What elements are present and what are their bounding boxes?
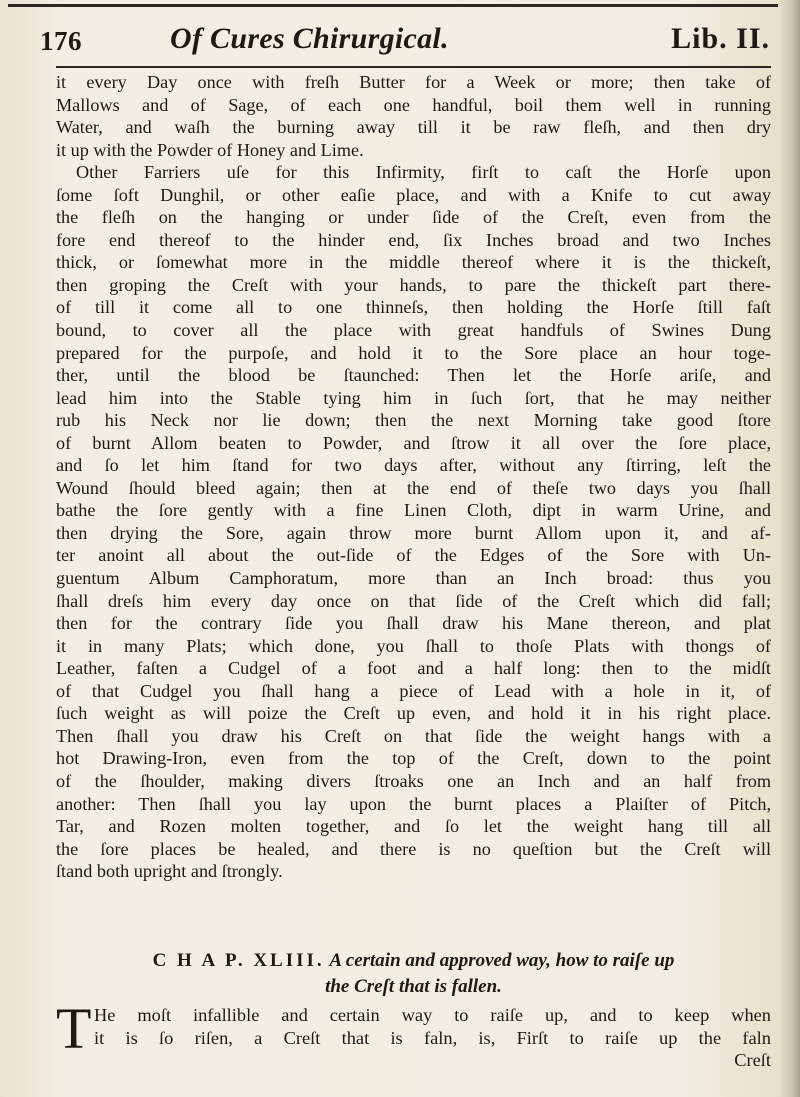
chapter-title-part-2: the Creſt that is fallen. [325, 976, 502, 997]
text-line: it up with the Powder of Honey and Lime. [56, 139, 364, 160]
text-line: and ſo let him ſtand for two days after, without any ſtirring, leſt the [56, 455, 771, 476]
text-line: Other Farriers uſe for this Infirmity, firſt to caſt the Horſe upon [76, 162, 771, 183]
text-line: ſome ſoft Dunghil, or other eaſie place, and with a Knife to cut away [56, 184, 771, 205]
text-line: Then ſhall you draw his Creſt on that ſide the weight hangs with a [56, 725, 771, 746]
text-line: then groping the Creſt with your hands, to pare the thickeſt part there- [56, 274, 771, 295]
text-line: Water, and waſh the burning away till it be raw fleſh, and then dry [56, 117, 771, 138]
text-line: another: Then ſhall you lay upon the burnt places a Plaiſter of Pitch, [56, 793, 771, 814]
text-line: Wound ſhould bleed again; then at the end of theſe two days you ſhall [56, 477, 771, 498]
text-line: He moſt infallible and certain way to raiſe up, and to keep when [94, 1005, 771, 1025]
text-line: rub his Neck nor lie down; then the next Morning take good ſtore [56, 410, 771, 431]
top-rule [8, 4, 778, 7]
text-line: the fleſh on the hanging or under ſide of the Creſt, even from the [56, 207, 771, 228]
text-line: thick, or ſomewhat more in the middle thereof where it is the thickeſt, [56, 252, 771, 273]
text-line: it in many Plats; which done, you ſhall to thoſe Plats with thongs of [56, 635, 771, 656]
text-line: Leather, faſten a Cudgel of a foot and a half long: then to the midſt [56, 658, 771, 679]
header-rule [56, 66, 771, 68]
text-line: then drying the Sore, again throw more burnt Allom upon it, and af- [56, 522, 771, 543]
running-header [40, 14, 770, 66]
text-line: prepared for the purpoſe, and hold it to the Sore place an hour toge- [56, 342, 771, 363]
text-line: lead him into the Stable tying him in ſuch ſort, that he may neither [56, 387, 771, 408]
chapter-heading [56, 948, 771, 1000]
text-line: it is ſo riſen, a Creſt that is faln, is, Firſt to raiſe up the faln [94, 1027, 771, 1048]
chapter-body [56, 996, 771, 1072]
text-line: ſhall dreſs him every day once on that ſide of the Creſt which did fall; [56, 590, 771, 611]
chapter-label: C H A P. XLIII. [152, 950, 325, 971]
text-line: it every Day once with freſh Butter for a Week or more; then take of [56, 72, 771, 92]
page-edge-shadow [778, 0, 800, 1097]
chapter-heading-line-1 [56, 948, 771, 974]
chapter-heading-line-2 [56, 974, 771, 1000]
text-line: ther, until the blood be ſtaunched: Then let the Horſe ariſe, and [56, 365, 771, 386]
text-line: bathe the ſore gently with a fine Linen Cloth, dipt in warm Urine, and [56, 500, 771, 521]
text-line: of that Cudgel you ſhall hang a piece of Lead with a hole in it, of [56, 680, 771, 701]
book-label: Lib. II. [671, 22, 770, 55]
text-line: of burnt Allom beaten to Powder, and ſtrow it all over the ſore place, [56, 432, 771, 453]
text-line: ter anoint all about the out-ſide of the Edges of the Sore with Un- [56, 545, 771, 566]
text-line: ſtand both upright and ſtrongly. [56, 861, 283, 882]
text-line: the ſore places be healed, and there is no queſtion but the Creſt will [56, 838, 771, 859]
text-line: Tar, and Rozen molten together, and ſo let the weight hang till all [56, 816, 771, 837]
text-line: then for the contrary ſide you ſhall draw his Mane thereon, and plat [56, 613, 771, 634]
text-line: ſuch weight as will poize the Creſt up even, and hold it in his right place. [56, 703, 771, 724]
drop-cap: T [56, 996, 92, 1061]
text-line: hot Drawing-Iron, even from the top of the Creſt, down to the point [56, 748, 771, 769]
catchword: Creſt [734, 1050, 771, 1071]
running-title: Of Cures Chirurgical. [170, 22, 449, 55]
text-line: Mallows and of Sage, of each one handful, boil them well in running [56, 94, 771, 115]
body-text [56, 71, 771, 883]
text-line: guentum Album Camphoratum, more than an Inch broad: thus you [56, 568, 771, 589]
text-line: of the ſhoulder, making divers ſtroaks one an Inch and an half from [56, 770, 771, 791]
text-line: of till it come all to one thinneſs, then holding the Horſe ſtill faſt [56, 297, 771, 318]
page-number: 176 [40, 26, 82, 56]
chapter-title-part-1: A certain and approved way, how to raiſe up [329, 950, 675, 971]
text-line: bound, to cover all the place with great handfuls of Swines Dung [56, 320, 771, 341]
text-line: fore end thereof to the hinder end, ſix Inches broad and two Inches [56, 229, 771, 250]
